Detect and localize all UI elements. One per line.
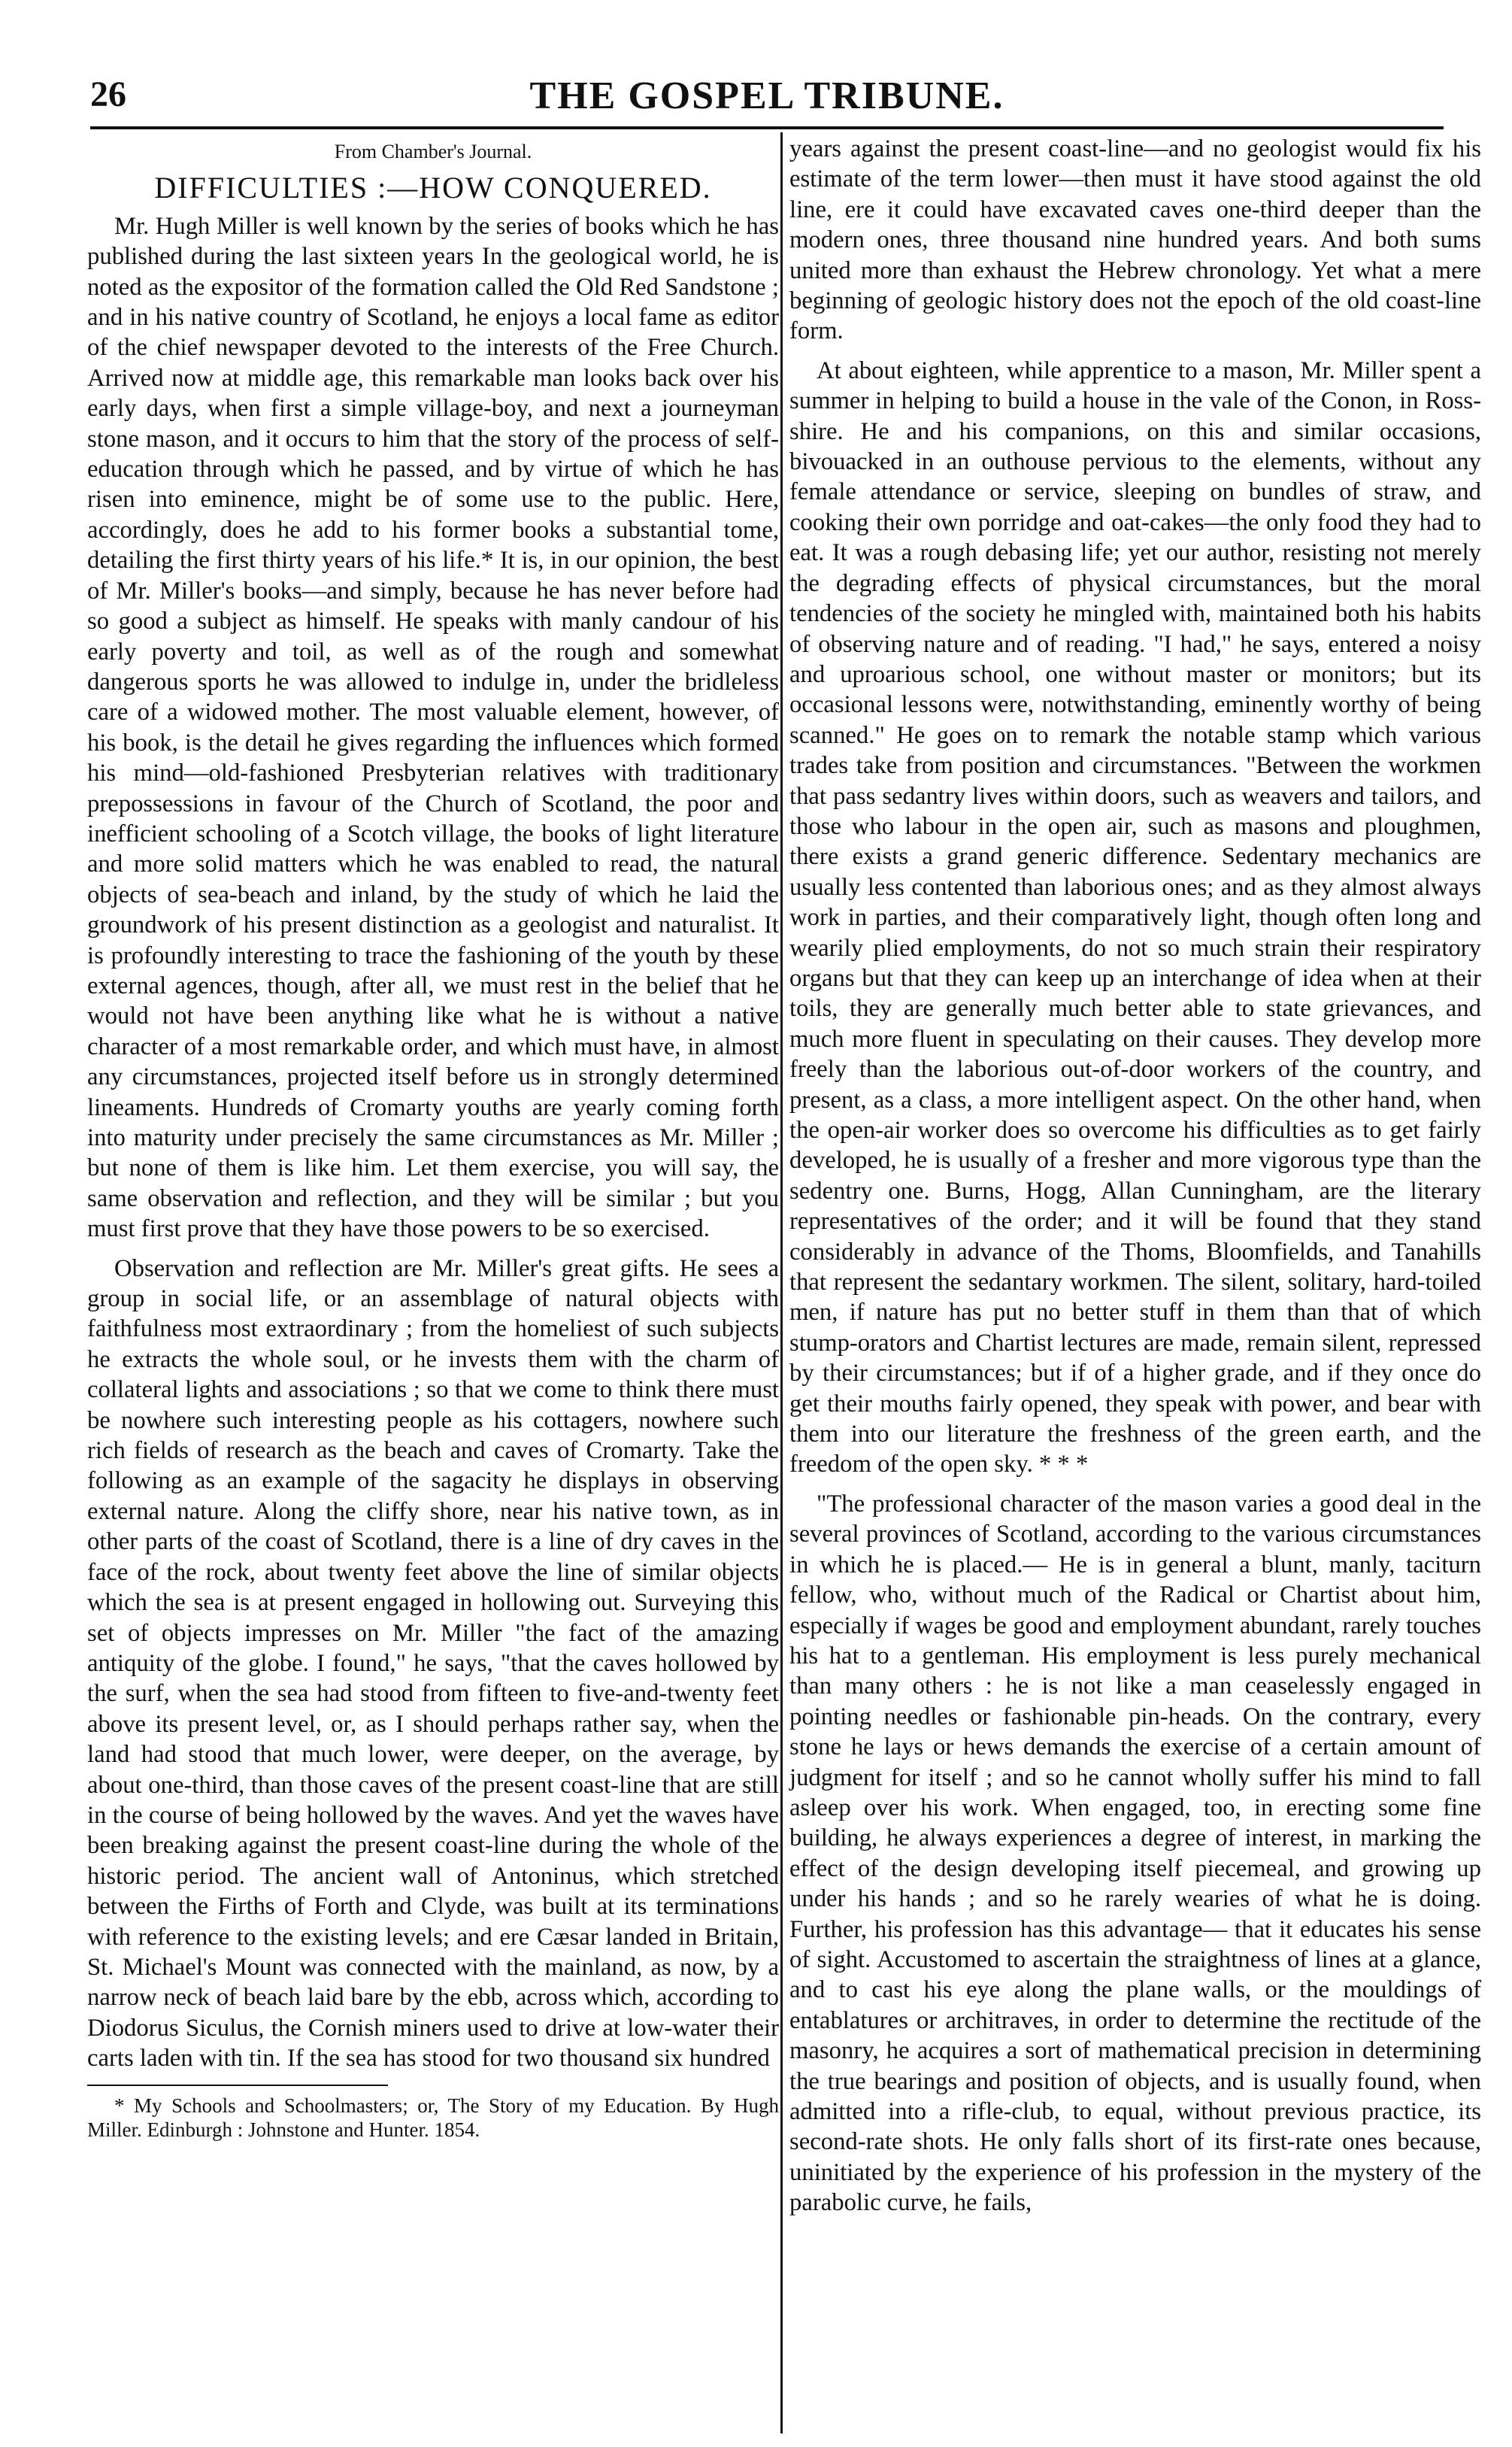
article-title: DIFFICULTIES :—HOW CONQUERED.	[154, 171, 712, 205]
footnote-rule	[87, 2085, 388, 2086]
paragraph: Mr. Hugh Miller is well known by the series of books which he has published during the last sixteen years In the geological world, he is noted as the expositor of the formation called the Old Red Sandstone ; and in his native country of Scotland, he enjoys a local fame as editor of the chief newspaper devoted to the interests of the Free Church. Arrived now at middle age, this remarkable man looks back over his early days, when first a simple village-boy, and next a journeyman stone mason, and it occurs to him that the story of the process of self-education through which he passed, and by virtue of which he has risen into eminence, might be of some use to the public. Here, accordingly, does he add to his former books a substantial tome, detailing the first thirty years of his life.* It is, in our opinion, the best of Mr. Miller's books—and simply, because he has never before had so good a subject as himself. He speaks with manly candour of his early poverty and toil, as well as of the rough and somewhat dangerous sports he was allowed to indulge in, under the bridleless care of a widowed mother. The most valuable element, however, of his book, is the detail he gives regarding the influences which formed his mind—old-fashioned Presbyterian relatives with traditionary prepossessions in favour of the Church of Scotland, the poor and inefficient schooling of a Scotch village, the books of light literature and more solid matters which he was enabled to read, the natural objects of sea-beach and inland, by the study of which he laid the groundwork of his present distinction as a geologist and naturalist. It is profoundly interesting to trace the fashioning of the youth by these external agences, though, after all, we must rest in the belief that he would not have been anything like what he is without a native character of a most remarkable order, and which must have, in almost any circumstances, projected itself before us in strongly determined lineaments. Hundreds of Cromarty youths are yearly coming forth into maturity under precisely the same circumstances as Mr. Miller ; but none of them is like him. Let them exercise, you will say, the same observation and reflection, and they will be similar ; but you must first prove that they have those powers to be so exercised.	[87, 212, 779, 1243]
footnote: * My Schools and Schoolmasters; or, The Story of my Education. By Hugh Miller. Edinburgh : Johnstone and Hunter. 1854.	[87, 2094, 779, 2141]
paragraph: years against the present coast-line—and no geologist would fix his estimate of the term lower—then must it have stood against the old line, ere it could have excavated caves one-third deeper than the modern ones, three thousand nine hundred years. And both sums united more than exhaust the Hebrew chronology. Yet what a mere beginning of geologic history does not the epoch of the old coast-line form.	[789, 135, 1481, 345]
column-divider	[780, 132, 783, 2433]
article-source: From Chamber's Journal.	[334, 141, 532, 162]
paragraph: Observation and reflection are Mr. Miller's great gifts. He sees a group in social life, or an assemblage of natural objects with faithfulness most extraordinary ; from the homeliest of such subjects he extracts the whole soul, or he invests them with the charm of collateral lights and associations ; so that we come to think there must be nowhere such interesting people as his cottagers, nowhere such rich fields of research as the beach and caves of Cromarty. Take the following as an example of the sagacity he displays in observing external nature. Along the cliffy shore, near his native town, as in other parts of the coast of Scotland, there is a line of dry caves in the face of the rock, about twenty feet above the line of similar objects which the sea is at present engaged in hollowing out. Surveying this set of objects impresses on Mr. Miller "the fact of the amazing antiquity of the globe. I found," he says, "that the caves hollowed by the surf, when the sea had stood from fifteen to five-and-twenty feet above its present level, or, as I should perhaps rather say, when the land had stood that much lower, were deeper, on the average, by about one-third, than those caves of the present coast-line that are still in the course of being hollowed by the waves. And yet the waves have been breaking against the present coast-line during the whole of the historic period. The ancient wall of Antoninus, which stretched between the Firths of Forth and Clyde, was built at its terminations with reference to the existing levels; and ere Cæsar landed in Britain, St. Michael's Mount was connected with the mainland, as now, by a narrow neck of beach laid bare by the ebb, across which, according to Diodorus Siculus, the Cornish miners used to drive at low-water their carts laden with tin. If the sea has stood for two thousand six hundred	[87, 1254, 779, 2073]
page-header	[90, 74, 1444, 126]
left-column	[87, 134, 779, 2151]
paragraph: At about eighteen, while apprentice to a mason, Mr. Miller spent a summer in helping to build a house in the vale of the Conon, in Ross-shire. He and his companions, on this and similar occasions, bivouacked in an outhouse pervious to the elements, without any female attendance or service, sleeping on bundles of straw, and cooking their own porridge and oat-cakes—the only food they had to eat. It was a rough debasing life; yet our author, resisting not merely the degrading effects of physical circumstances, but the moral tendencies of the society he mingled with, maintained both his habits of observing nature and of reading. "I had," he says, entered a noisy and uproarious school, one without master or monitors; but its occasional lessons were, notwithstanding, eminently worthy of being scanned." He goes on to remark the notable stamp which various trades take from position and circumstances. "Between the workmen that pass sedantry lives within doors, such as weavers and tailors, and those who labour in the open air, such as masons and ploughmen, there exists a grand generic difference. Sedentary mechanics are usually less contented than laborious ones; and as they almost always work in parties, and their comparatively light, though often long and wearily plied employments, do not so much strain their respiratory organs but that they can keep up an interchange of idea when at their toils, they are generally much better able to state grievances, and much more fluent in speculating on their causes. They develop more freely than the laborious out-of-door workers of the country, and present, as a class, a more intelligent aspect. On the other hand, when the open-air worker does so overcome his difficulties as to get fairly developed, he is usually of a fresher and more vigorous type than the sedentry one. Burns, Hogg, Allan Cunningham, are the literary representatives of the order; and it will be found that they stand considerably in advance of the Thoms, Bloomfields, and Tanahills that represent the sedantary workmen. The silent, solitary, hard-toiled men, if nature has put no better stuff in them than that of which stump-orators and Chartist lectures are made, remain silent, repressed by their circumstances; but if of a higher grade, and if they once do get their mouths fairly opened, they speak with power, and bear with them into our literature the freshness of the green earth, and the freedom of the open sky. * * *	[789, 356, 1481, 1478]
right-column	[789, 134, 1481, 2227]
page-number: 26	[90, 74, 126, 114]
header-rule	[90, 126, 1444, 129]
paragraph: "The professional character of the mason varies a good deal in the several provinces of Scotland, according to the various circumstances in which he is placed.— He is in general a blunt, manly, taciturn fellow, who, without much of the Radical or Chartist about him, especially if wages be good and employment abundant, rarely touches his hat to a gentleman. His employment is less purely mechanical than many others : he is not like a man ceaselessly engaged in pointing needles or fashionable pin-heads. On the contrary, every stone he lays or hews demands the exercise of a certain amount of judgment for itself ; and so he cannot wholly suffer his mind to fall asleep over his work. When engaged, too, in erecting some fine building, he always experiences a degree of interest, in marking the effect of the design developing itself piecemeal, and growing up under his hands ; and so he rarely wearies of what he is doing. Further, his profession has this advantage— that it educates his sense of sight. Accustomed to ascertain the straightness of lines at a glance, and to cast his eye along the plane walls, or the mouldings of entablatures or architraves, in order to determine the rectitude of the masonry, he acquires a sort of mathematical precision in determining the true bearings and position of objects, and is usually found, when admitted into a rifle-club, to equal, without previous practice, its second-rate shots. He only falls short of its first-rate ones because, uninitiated by the experience of his profession in the mystery of the parabolic curve, he fails,	[789, 1490, 1481, 2217]
page-title: THE GOSPEL TRIBUNE.	[529, 74, 1004, 117]
